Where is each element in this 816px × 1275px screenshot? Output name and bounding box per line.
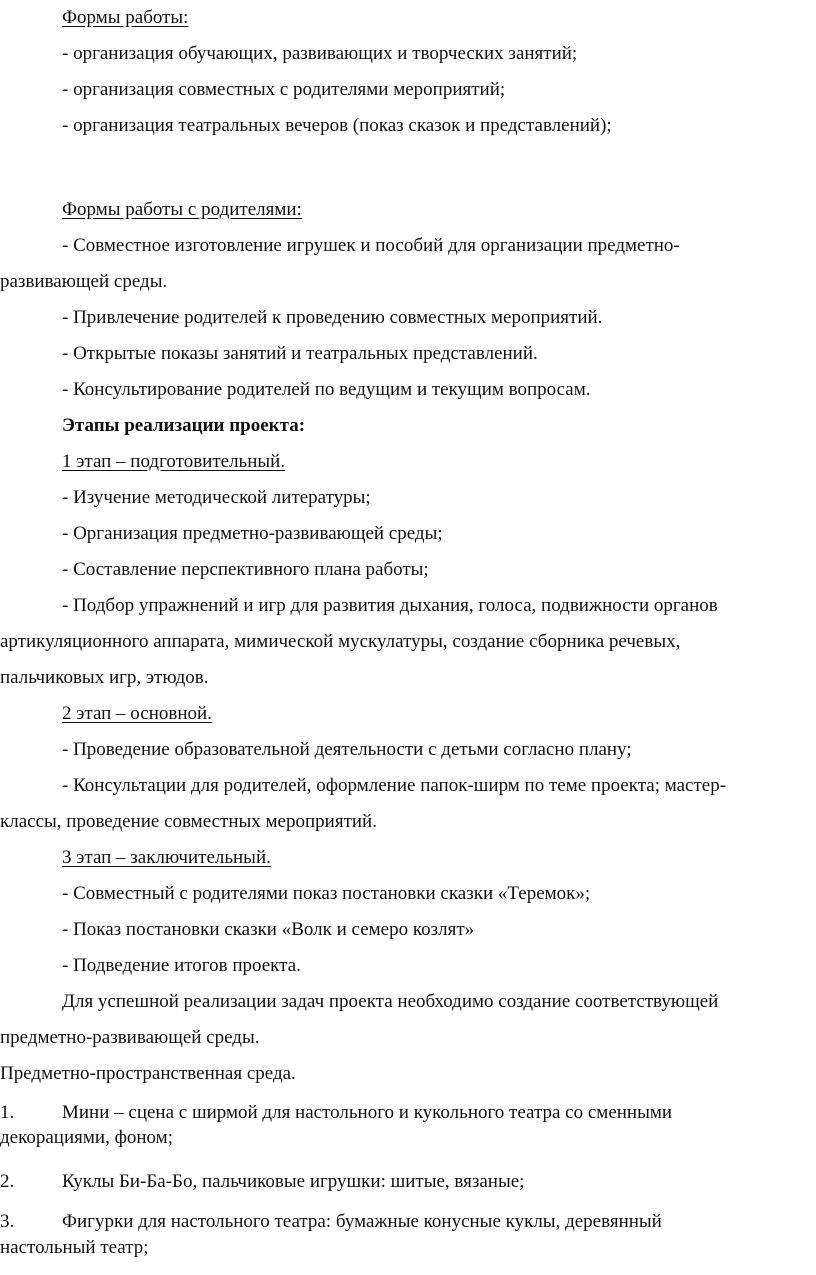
stage-3-item-3: - Подведение итогов проекта.: [62, 955, 301, 976]
environment-item-2-line-1: Куклы Би-Ба-Бо, пальчиковые игрушки: шитые, вязаные;: [62, 1171, 525, 1192]
forms-heading: Формы работы:: [62, 7, 189, 28]
environment-paragraph-line-2: предметно-развивающей среды.: [0, 1027, 260, 1048]
stage-3-title: 3 этап – заключительный.: [62, 847, 271, 868]
stage-1-item-3: - Составление перспективного плана работы;: [62, 559, 429, 580]
environment-item-1-line-2: декорациями, фоном;: [0, 1127, 173, 1148]
parents-item-2: - Привлечение родителей к проведению совместных мероприятий.: [62, 307, 603, 328]
parents-item-1-line-2: развивающей среды.: [0, 271, 168, 292]
stage-2-item-2-line-1: - Консультации для родителей, оформление папок-ширм по теме проекта; мастер-: [62, 775, 727, 796]
stage-3-item-2: - Показ постановки сказки «Волк и семеро козлят»: [62, 919, 475, 940]
forms-item-1: - организация обучающих, развивающих и творческих занятий;: [62, 43, 578, 64]
stage-2-item-2-line-2: классы, проведение совместных мероприятий.: [0, 811, 377, 832]
stage-1-item-1: - Изучение методической литературы;: [62, 487, 371, 508]
stage-2-item-1: - Проведение образовательной деятельности с детьми согласно плану;: [62, 739, 632, 760]
stages-heading: Этапы реализации проекта:: [62, 415, 306, 436]
parents-item-1-line-1: - Совместное изготовление игрушек и пособий для организации предметно-: [62, 235, 680, 256]
environment-item-1-line-1: Мини – сцена с ширмой для настольного и кукольного театра со сменными: [62, 1102, 673, 1123]
environment-item-3-line-1: Фигурки для настольного театра: бумажные конусные куклы, деревянный: [62, 1211, 662, 1232]
environment-item-3-number: 3.: [0, 1211, 15, 1232]
parents-heading: Формы работы с родителями:: [62, 199, 302, 220]
stage-2-title: 2 этап – основной.: [62, 703, 212, 724]
parents-item-3: - Открытые показы занятий и театральных представлений.: [62, 343, 538, 364]
environment-item-3-line-2: настольный театр;: [0, 1237, 149, 1258]
environment-heading: Предметно-пространственная среда.: [0, 1063, 296, 1084]
stage-3-item-1: - Совместный с родителями показ постановки сказки «Теремок»;: [62, 883, 591, 904]
stage-1-item-4-line-1: - Подбор упражнений и игр для развития дыхания, голоса, подвижности органов: [62, 595, 718, 616]
environment-item-1-number: 1.: [0, 1102, 15, 1123]
stage-1-item-4-line-2: артикуляционного аппарата, мимической мускулатуры, создание сборника речевых,: [0, 631, 681, 652]
stage-1-title: 1 этап – подготовительный.: [62, 451, 286, 472]
forms-item-2: - организация совместных с родителями мероприятий;: [62, 79, 506, 100]
forms-item-3: - организация театральных вечеров (показ сказок и представлений);: [62, 115, 612, 136]
parents-item-4: - Консультирование родителей по ведущим и текущим вопросам.: [62, 379, 591, 400]
environment-item-2-number: 2.: [0, 1171, 15, 1192]
environment-paragraph-line-1: Для успешной реализации задач проекта необходимо создание соответствующей: [62, 991, 719, 1012]
stage-1-item-2: - Организация предметно-развивающей среды;: [62, 523, 443, 544]
stage-1-item-4-line-3: пальчиковых игр, этюдов.: [0, 667, 209, 688]
